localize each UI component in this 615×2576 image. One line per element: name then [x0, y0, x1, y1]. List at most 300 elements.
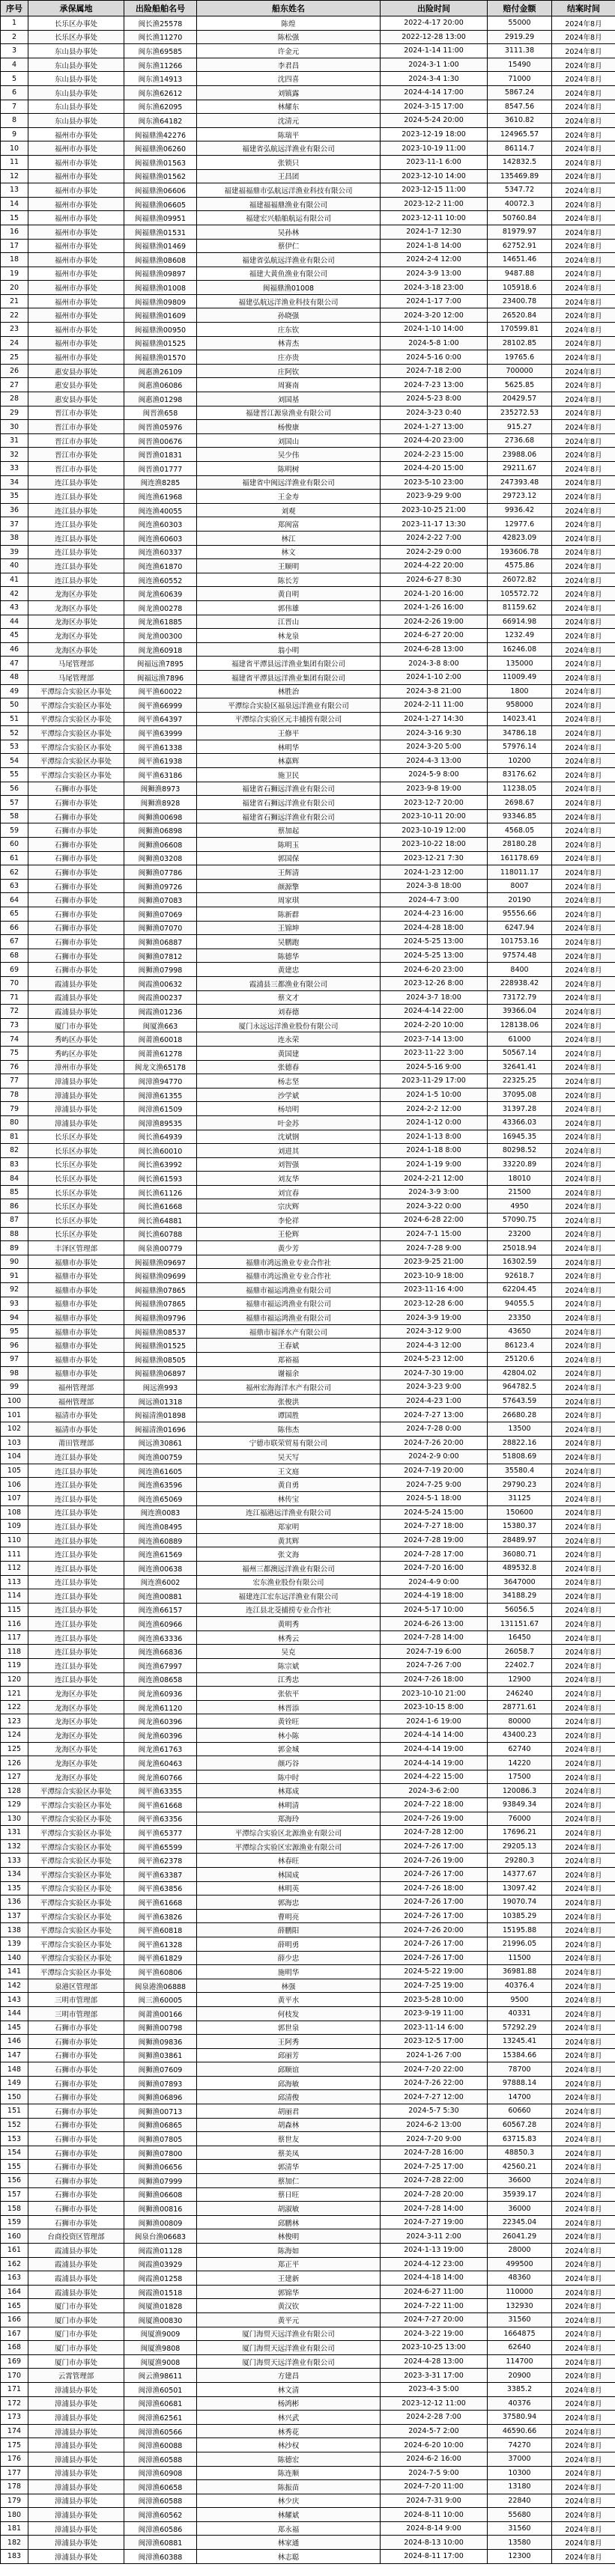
close-date-cell: 2024年8月 [552, 1005, 615, 1019]
incident-time-cell: 2023-12-11 10:00 [381, 211, 488, 225]
region-cell: 石狮市办事处 [28, 2146, 124, 2160]
owner-cell: 霞浦县三都渔业有限公司 [197, 976, 381, 990]
region-cell: 石狮市办事处 [28, 879, 124, 893]
vessel-cell: 闽三渔60005 [124, 1993, 197, 2007]
close-date-cell: 2024年8月 [552, 1937, 615, 1951]
region-cell: 连江县办事处 [28, 573, 124, 587]
incident-time-cell: 2024-7-28 14:00 [381, 1630, 488, 1645]
region-cell: 连江县办事处 [28, 1450, 124, 1464]
incident-time-cell: 2024-7-26 19:00 [381, 1854, 488, 1868]
incident-time-cell: 2024-8-11 17:00 [381, 2550, 488, 2564]
close-date-cell: 2024年8月 [552, 2438, 615, 2452]
amount-cell: 11500 [488, 1951, 552, 1965]
incident-time-cell: 2023-9-25 21:00 [381, 1255, 488, 1269]
owner-cell: 邱海敏 [197, 2076, 381, 2090]
incident-time-cell: 2024-1-8 14:00 [381, 239, 488, 253]
incident-time-cell: 2023-12-2 11:00 [381, 197, 488, 211]
owner-cell: 陈煌 [197, 16, 381, 31]
vessel-cell: 闽龙渔61885 [124, 615, 197, 629]
amount-cell: 81979.97 [488, 225, 552, 239]
incident-time-cell: 2023-12-7 20:00 [381, 796, 488, 810]
incident-time-cell: 2024-3-18 23:00 [381, 281, 488, 295]
amount-cell: 11009.49 [488, 670, 552, 684]
vessel-cell: 闽平渔60806 [124, 1965, 197, 1979]
table-row [1, 1422, 615, 1436]
vessel-cell: 闽泉港渔06888 [124, 1979, 197, 1993]
table-row [1, 573, 615, 587]
close-date-cell: 2024年8月 [552, 1283, 615, 1297]
index-cell: 149 [1, 2076, 28, 2090]
close-date-cell: 2024年8月 [552, 1199, 615, 1214]
owner-cell: 林晋添 [197, 1700, 381, 1714]
vessel-cell: 闽平渔61938 [124, 754, 197, 768]
owner-cell: 江秀忠 [197, 1672, 381, 1687]
owner-cell: 方建昌 [197, 2369, 381, 2383]
region-cell: 石狮市办事处 [28, 2076, 124, 2090]
table-row [1, 2508, 615, 2522]
incident-time-cell: 2024-7-20 22:00 [381, 2062, 488, 2077]
region-cell: 漳浦县办事处 [28, 2508, 124, 2522]
close-date-cell: 2024年8月 [552, 2035, 615, 2049]
vessel-cell: 闽福鼎渔09809 [124, 294, 197, 308]
incident-time-cell: 2023-10-11 20:00 [381, 809, 488, 823]
owner-cell: 王辉清 [197, 865, 381, 880]
vessel-cell: 闽狮渔00809 [124, 2215, 197, 2229]
close-date-cell: 2024年8月 [552, 1074, 615, 1088]
table-row [1, 2021, 615, 2035]
incident-time-cell: 2024-1-13 8:00 [381, 1130, 488, 1144]
region-cell: 连江县办事处 [28, 1520, 124, 1534]
close-date-cell: 2024年8月 [552, 1687, 615, 1701]
index-cell: 86 [1, 1199, 28, 1214]
table-row [1, 2174, 615, 2188]
region-cell: 龙海区办事处 [28, 1700, 124, 1714]
index-cell: 114 [1, 1589, 28, 1604]
amount-cell: 60567.28 [488, 2118, 552, 2132]
incident-time-cell: 2024-2-4 12:00 [381, 253, 488, 267]
table-row [1, 2452, 615, 2466]
index-cell: 12 [1, 169, 28, 183]
table-row [1, 670, 615, 684]
index-cell: 44 [1, 615, 28, 629]
incident-time-cell: 2024-7-27 13:00 [381, 1408, 488, 1422]
vessel-cell: 闽漳渔60566 [124, 2424, 197, 2438]
close-date-cell: 2024年8月 [552, 253, 615, 267]
index-cell: 15 [1, 211, 28, 225]
incident-time-cell: 2024-5-25 13:00 [381, 949, 488, 963]
incident-time-cell: 2024-3-9 3:00 [381, 1185, 488, 1199]
vessel-cell: 闽漳渔60088 [124, 2438, 197, 2452]
vessel-cell: 闽狮渔00698 [124, 809, 197, 823]
incident-time-cell: 2024-6-2 13:00 [381, 2118, 488, 2132]
region-cell: 龙海区办事处 [28, 642, 124, 657]
index-cell: 155 [1, 2160, 28, 2174]
table-row [1, 2118, 615, 2132]
close-date-cell: 2024年8月 [552, 2452, 615, 2466]
owner-cell: 刘智强 [197, 1157, 381, 1172]
owner-cell: 福建省石狮远洋渔业有限公司 [197, 782, 381, 796]
vessel-cell: 闽漳渔62561 [124, 2411, 197, 2425]
vessel-cell: 闽狮渔00713 [124, 2104, 197, 2119]
close-date-cell: 2024年8月 [552, 1923, 615, 1937]
owner-cell: 黄自明 [197, 587, 381, 601]
vessel-cell: 闽龙渔60396 [124, 1729, 197, 1743]
table-row [1, 85, 615, 100]
vessel-cell: 闽福鼎渔01563 [124, 155, 197, 169]
vessel-cell: 闽连渔60966 [124, 1617, 197, 1631]
owner-cell: 平潭综合实验区元丰捕捞有限公司 [197, 712, 381, 726]
amount-cell: 135000 [488, 657, 552, 671]
vessel-cell: 闽漳渔60586 [124, 2521, 197, 2536]
vessel-cell: 闽狮渔06887 [124, 935, 197, 949]
incident-time-cell: 2024-7-27 18:00 [381, 1520, 488, 1534]
amount-cell: 10300 [488, 2466, 552, 2480]
owner-cell: 厦门永远远洋渔业股份有限公司 [197, 1018, 381, 1032]
vessel-cell: 闽厦渔01828 [124, 2299, 197, 2313]
incident-time-cell: 2024-7-28 17:00 [381, 1547, 488, 1562]
vessel-cell: 闽福鼎渔06605 [124, 197, 197, 211]
owner-cell: 林春旺 [197, 1854, 381, 1868]
vessel-cell: 闽漳渔60562 [124, 2508, 197, 2522]
close-date-cell: 2024年8月 [552, 406, 615, 420]
index-cell: 127 [1, 1770, 28, 1784]
index-cell: 78 [1, 1088, 28, 1102]
vessel-cell: 闽连渔6002 [124, 1575, 197, 1589]
index-cell: 37 [1, 517, 28, 532]
vessel-cell: 闽连渔61569 [124, 1547, 197, 1562]
region-cell: 平潭综合实验区办事处 [28, 698, 124, 713]
close-date-cell: 2024年8月 [552, 2062, 615, 2077]
incident-time-cell: 2024-7-20 9:00 [381, 2132, 488, 2146]
table-row [1, 141, 615, 156]
amount-cell: 62640 [488, 2341, 552, 2355]
index-cell: 88 [1, 1227, 28, 1241]
index-cell: 159 [1, 2215, 28, 2229]
table-row [1, 2006, 615, 2021]
table-row [1, 378, 615, 392]
table-row [1, 559, 615, 573]
owner-cell: 庄阿钦 [197, 364, 381, 378]
vessel-cell: 闽狮渔06896 [124, 2090, 197, 2104]
owner-cell: 林秀花 [197, 2424, 381, 2438]
close-date-cell: 2024年8月 [552, 44, 615, 58]
incident-time-cell: 2024-5-25 13:00 [381, 935, 488, 949]
owner-cell: 蔡世友 [197, 2132, 381, 2146]
owner-cell: 蔡加起 [197, 823, 381, 838]
table-row [1, 976, 615, 990]
owner-cell: 翁小明 [197, 642, 381, 657]
close-date-cell: 2024年8月 [552, 1700, 615, 1714]
table-row [1, 2494, 615, 2508]
index-cell: 17 [1, 239, 28, 253]
index-cell: 80 [1, 1115, 28, 1130]
index-cell: 111 [1, 1547, 28, 1562]
close-date-cell: 2024年8月 [552, 1102, 615, 1116]
owner-cell: 郭世泉 [197, 2021, 381, 2035]
amount-cell: 1664875 [488, 2327, 552, 2341]
close-date-cell: 2024年8月 [552, 1770, 615, 1784]
table-row [1, 169, 615, 183]
owner-cell: 刘观 [197, 503, 381, 517]
close-date-cell: 2024年8月 [552, 2285, 615, 2299]
vessel-cell: 闽福鼎渔06606 [124, 183, 197, 198]
amount-cell: 499500 [488, 2257, 552, 2271]
owner-cell: 王顺明 [197, 559, 381, 573]
table-row [1, 1993, 615, 2007]
region-cell: 漳浦县办事处 [28, 2438, 124, 2452]
vessel-cell: 闽福鼎渔08537 [124, 1324, 197, 1339]
index-cell: 4 [1, 58, 28, 72]
table-row [1, 211, 615, 225]
region-cell: 福州管理部 [28, 1394, 124, 1408]
region-cell: 福鼎市办事处 [28, 1339, 124, 1353]
owner-cell: 郭锦华 [197, 2285, 381, 2299]
incident-time-cell: 2024-3-9 19:00 [381, 1311, 488, 1325]
vessel-cell: 闽狮渔06608 [124, 2187, 197, 2202]
incident-time-cell: 2024-7-22 11:00 [381, 2299, 488, 2313]
incident-time-cell: 2024-1-27 14:30 [381, 712, 488, 726]
owner-cell: 孙晓强 [197, 308, 381, 323]
vessel-cell: 闽平渔63856 [124, 1881, 197, 1896]
index-cell: 144 [1, 2006, 28, 2021]
region-cell: 平潭综合实验区办事处 [28, 1965, 124, 1979]
incident-time-cell: 2024-1-12 0:00 [381, 1115, 488, 1130]
index-cell: 60 [1, 838, 28, 852]
owner-cell: 福建省平潭县远洋渔业集团有限公司 [197, 670, 381, 684]
region-cell: 霞浦县办事处 [28, 2271, 124, 2286]
table-row [1, 587, 615, 601]
amount-cell: 28771.61 [488, 1700, 552, 1714]
region-cell: 龙海区办事处 [28, 629, 124, 643]
incident-time-cell: 2024-2-2 12:00 [381, 1102, 488, 1116]
table-row [1, 2076, 615, 2090]
vessel-cell: 闽福鼎渔01609 [124, 308, 197, 323]
table-row [1, 2480, 615, 2494]
incident-time-cell: 2024-7-25 17:00 [381, 2160, 488, 2174]
owner-cell: 刘宜春 [197, 1185, 381, 1199]
amount-cell: 19765.6 [488, 350, 552, 365]
close-date-cell: 2024年8月 [552, 211, 615, 225]
index-cell: 27 [1, 378, 28, 392]
close-date-cell: 2024年8月 [552, 114, 615, 128]
owner-cell: 李君昌 [197, 58, 381, 72]
index-cell: 102 [1, 1422, 28, 1436]
amount-cell: 50760.84 [488, 211, 552, 225]
amount-cell: 43366.03 [488, 1115, 552, 1130]
region-cell: 石狮市办事处 [28, 2202, 124, 2216]
region-cell: 平潭综合实验区办事处 [28, 740, 124, 754]
owner-cell: 厦门海贸天远洋渔业有限公司 [197, 2327, 381, 2341]
region-cell: 东山县办事处 [28, 44, 124, 58]
header-amount: 赔付金额 [488, 1, 552, 16]
incident-time-cell: 2024-1-26 7:00 [381, 2048, 488, 2062]
close-date-cell: 2024年8月 [552, 1867, 615, 1881]
amount-cell: 28489.97 [488, 1533, 552, 1547]
close-date-cell: 2024年8月 [552, 475, 615, 490]
index-cell: 171 [1, 2382, 28, 2396]
owner-cell: 福鼎市福运鸿渔业有限公司 [197, 1283, 381, 1297]
index-cell: 160 [1, 2229, 28, 2244]
index-cell: 63 [1, 879, 28, 893]
owner-cell: 谭国胜 [197, 1408, 381, 1422]
incident-time-cell: 2024-1-10 2:00 [381, 670, 488, 684]
region-cell: 漳浦县办事处 [28, 2382, 124, 2396]
owner-cell: 蔡日旺 [197, 2187, 381, 2202]
index-cell: 20 [1, 281, 28, 295]
index-cell: 158 [1, 2202, 28, 2216]
region-cell: 长乐区办事处 [28, 1185, 124, 1199]
region-cell: 长乐区办事处 [28, 1214, 124, 1228]
header-row [1, 1, 615, 16]
table-row [1, 1130, 615, 1144]
table-row [1, 1283, 615, 1297]
region-cell: 三明市管理部 [28, 2006, 124, 2021]
owner-cell: 张文海 [197, 1547, 381, 1562]
table-row [1, 1603, 615, 1617]
table-row [1, 503, 615, 517]
region-cell: 平潭综合实验区办事处 [28, 1881, 124, 1896]
table-row [1, 1450, 615, 1464]
close-date-cell: 2024年8月 [552, 2299, 615, 2313]
owner-cell: 薛少忠 [197, 1951, 381, 1965]
owner-cell: 张锁只 [197, 155, 381, 169]
table-row [1, 2271, 615, 2286]
region-cell: 平潭综合实验区办事处 [28, 1826, 124, 1840]
index-cell: 73 [1, 1018, 28, 1032]
table-row [1, 1464, 615, 1478]
owner-cell: 福鼎市鸿远渔业专业合作社 [197, 1255, 381, 1269]
owner-cell: 福鼎市福泽水产有限公司 [197, 1324, 381, 1339]
amount-cell: 12900 [488, 1672, 552, 1687]
close-date-cell: 2024年8月 [552, 1297, 615, 1311]
vessel-cell: 闽厦渔9009 [124, 2327, 197, 2341]
vessel-cell: 闽平渔60022 [124, 684, 197, 698]
owner-cell: 陈明树 [197, 462, 381, 476]
region-cell: 晋江市办事处 [28, 406, 124, 420]
table-row [1, 2354, 615, 2369]
amount-cell: 3385.2 [488, 2382, 552, 2396]
index-cell: 122 [1, 1700, 28, 1714]
close-date-cell: 2024年8月 [552, 573, 615, 587]
region-cell: 福州市办事处 [28, 267, 124, 281]
amount-cell: 43650 [488, 1324, 552, 1339]
region-cell: 惠安县办事处 [28, 392, 124, 407]
vessel-cell: 闽狮渔07998 [124, 963, 197, 977]
table-row [1, 30, 615, 44]
close-date-cell: 2024年8月 [552, 865, 615, 880]
incident-time-cell: 2024-1-10 14:00 [381, 323, 488, 337]
vessel-cell: 闽东渔11266 [124, 58, 197, 72]
close-date-cell: 2024年8月 [552, 2466, 615, 2480]
close-date-cell: 2024年8月 [552, 1520, 615, 1534]
owner-cell: 张依平 [197, 1687, 381, 1701]
table-row [1, 1965, 615, 1979]
owner-cell: 黄平水 [197, 1993, 381, 2007]
vessel-cell: 闽连渔63596 [124, 1478, 197, 1492]
incident-time-cell: 2023-10-9 18:00 [381, 1269, 488, 1283]
close-date-cell: 2024年8月 [552, 2494, 615, 2508]
incident-time-cell: 2024-3-6 2:00 [381, 1784, 488, 1798]
amount-cell: 39366.04 [488, 1005, 552, 1019]
table-row [1, 1700, 615, 1714]
incident-time-cell: 2024-4-9 0:00 [381, 1575, 488, 1589]
vessel-cell: 闽连渔60889 [124, 1533, 197, 1547]
vessel-cell: 闽霞渔03929 [124, 2257, 197, 2271]
vessel-cell: 闽平渔65377 [124, 1826, 197, 1840]
vessel-cell: 闽连渔67997 [124, 1659, 197, 1673]
amount-cell: 142832.5 [488, 155, 552, 169]
index-cell: 148 [1, 2062, 28, 2077]
vessel-cell: 闽狮渔07609 [124, 2062, 197, 2077]
close-date-cell: 2024年8月 [552, 1589, 615, 1604]
index-cell: 157 [1, 2187, 28, 2202]
table-row [1, 768, 615, 782]
close-date-cell: 2024年8月 [552, 642, 615, 657]
index-cell: 19 [1, 267, 28, 281]
vessel-cell: 闽连渔60603 [124, 531, 197, 545]
owner-cell: 林明英 [197, 1881, 381, 1896]
region-cell: 福州市办事处 [28, 211, 124, 225]
owner-cell: 郭国保 [197, 851, 381, 865]
amount-cell: 55000 [488, 16, 552, 31]
incident-time-cell: 2024-3-20 12:00 [381, 308, 488, 323]
close-date-cell: 2024年8月 [552, 350, 615, 365]
region-cell: 龙海区办事处 [28, 615, 124, 629]
region-cell: 连江县办事处 [28, 1533, 124, 1547]
owner-cell: 王阿秀 [197, 2035, 381, 2049]
index-cell: 35 [1, 490, 28, 504]
region-cell: 漳浦县办事处 [28, 1074, 124, 1088]
owner-cell: 黄少芳 [197, 1241, 381, 1255]
table-row [1, 879, 615, 893]
vessel-cell: 闽莆渔00166 [124, 2006, 197, 2021]
region-cell: 福清市办事处 [28, 1422, 124, 1436]
table-row [1, 642, 615, 657]
table-body [1, 16, 615, 2564]
region-cell: 马尾管理部 [28, 657, 124, 671]
vessel-cell: 闽福鼎渔09697 [124, 1255, 197, 1269]
amount-cell: 86114.7 [488, 141, 552, 156]
vessel-cell: 闽连渔0083 [124, 1505, 197, 1520]
close-date-cell: 2024年8月 [552, 782, 615, 796]
amount-cell: 1232.49 [488, 629, 552, 643]
region-cell: 龙海区办事处 [28, 1687, 124, 1701]
amount-cell: 23200 [488, 1227, 552, 1241]
region-cell: 福鼎市办事处 [28, 1255, 124, 1269]
region-cell: 连江县办事处 [28, 1659, 124, 1673]
close-date-cell: 2024年8月 [552, 809, 615, 823]
index-cell: 180 [1, 2508, 28, 2522]
incident-time-cell: 2024-1-14 11:00 [381, 44, 488, 58]
close-date-cell: 2024年8月 [552, 1241, 615, 1255]
table-row [1, 545, 615, 559]
amount-cell: 128138.06 [488, 1018, 552, 1032]
vessel-cell: 闽漳渔60388 [124, 2550, 197, 2564]
amount-cell: 4568.05 [488, 823, 552, 838]
region-cell: 台商投资区管理部 [28, 2229, 124, 2244]
incident-time-cell: 2024-4-14 19:00 [381, 1742, 488, 1756]
amount-cell: 92618.7 [488, 1269, 552, 1283]
region-cell: 霞浦县办事处 [28, 990, 124, 1005]
owner-cell: 曹明亮 [197, 1909, 381, 1923]
region-cell: 平潭综合实验区办事处 [28, 1798, 124, 1812]
close-date-cell: 2024年8月 [552, 1909, 615, 1923]
table-row [1, 782, 615, 796]
amount-cell: 9500 [488, 1993, 552, 2007]
close-date-cell: 2024年8月 [552, 323, 615, 337]
index-cell: 107 [1, 1491, 28, 1505]
vessel-cell: 闽龙渔00300 [124, 629, 197, 643]
